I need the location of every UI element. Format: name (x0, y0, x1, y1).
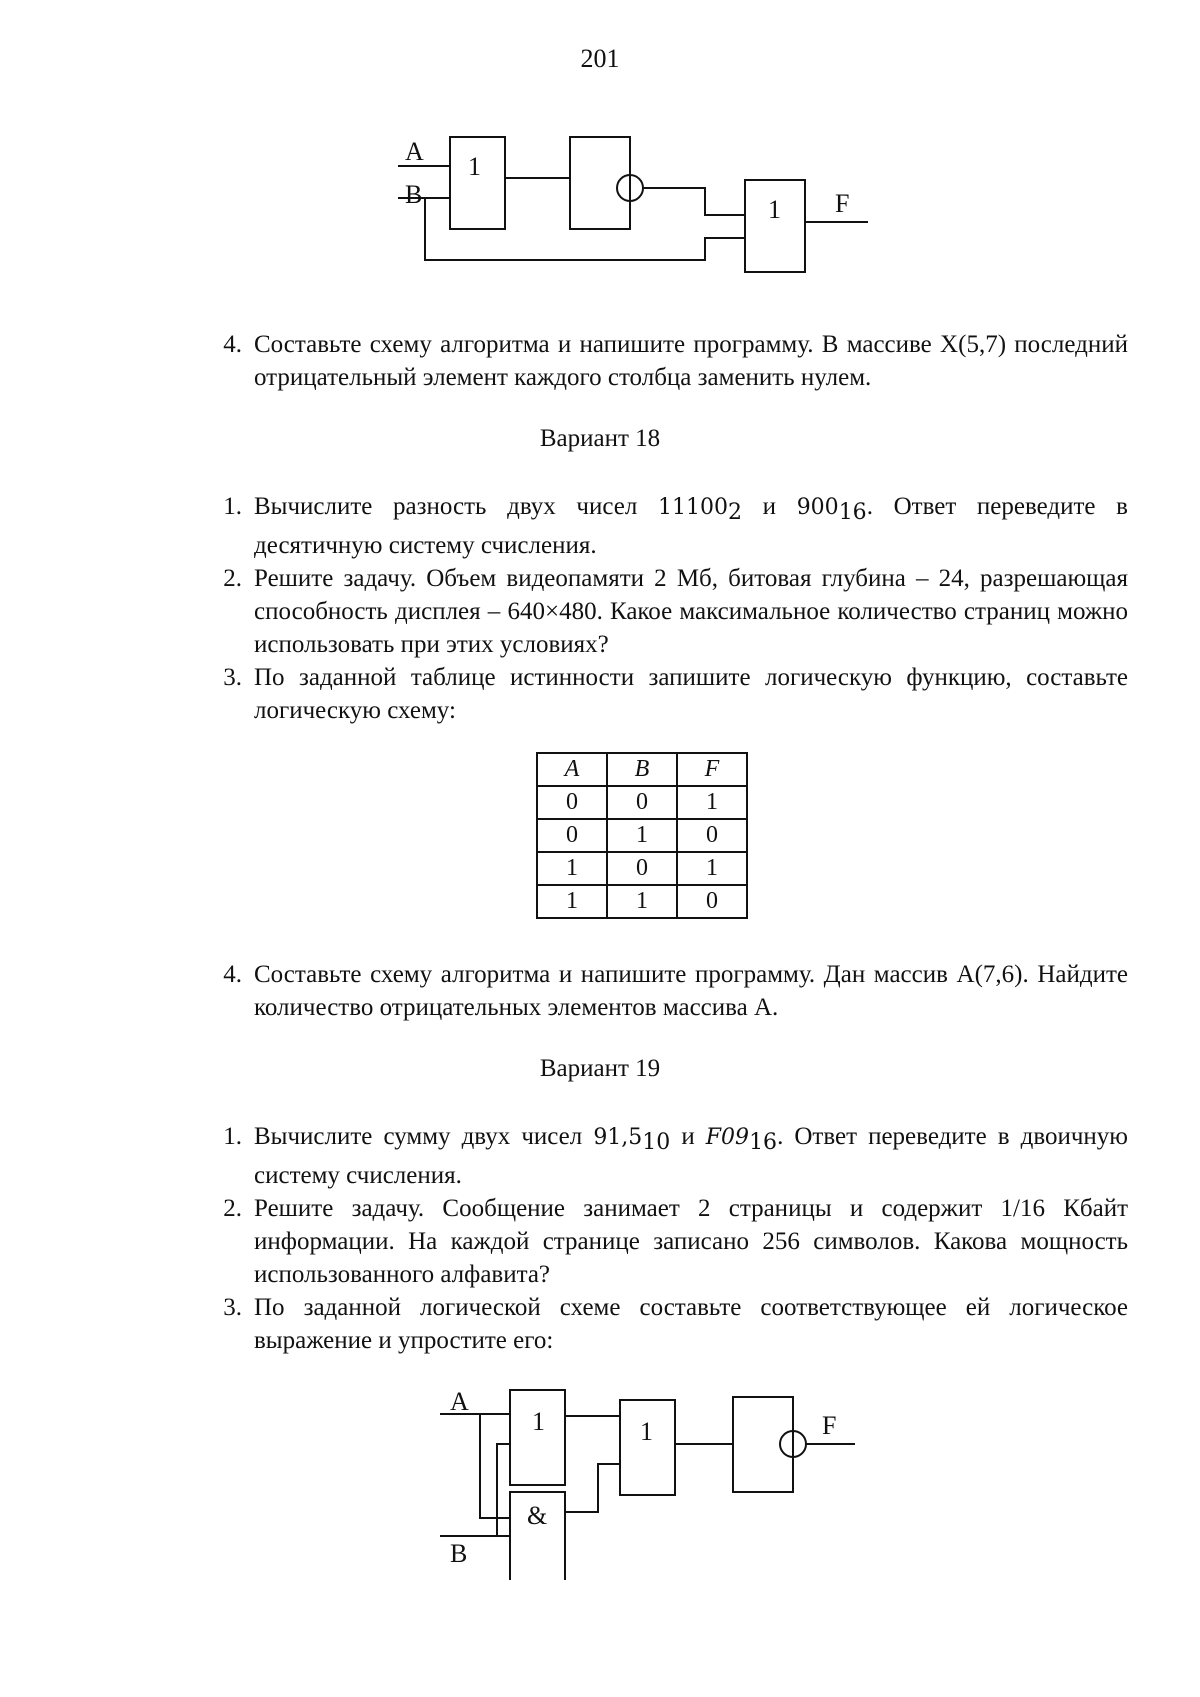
task-number: 1. (223, 493, 242, 520)
number-1: 11100 (658, 495, 728, 520)
input-b-label: B (450, 1539, 468, 1568)
or-gate-2-label: 1 (640, 1417, 653, 1446)
page-number: 201 (580, 44, 620, 73)
task-text: Вычислите разность двух чисел 111002 и 90016. Ответ переведите в десятичную систему счисления. (254, 493, 1128, 559)
variant-19-task-1 (200, 1120, 1128, 1192)
or-gate-1-label: 1 (532, 1407, 545, 1436)
task-text: Решите задачу. Объем видеопамяти 2 Мб, битовая глубина – 24, разрешающая способность дисплея – 640×480. Какое максимальное количество страниц можно использовать при этих условиях? (254, 565, 1128, 658)
table-row (537, 819, 747, 852)
task-number: 2. (223, 565, 242, 592)
logic-diagram-bottom (0, 1360, 1200, 1580)
table-cell: 1 (537, 852, 607, 885)
variant-18-task-4-block (200, 958, 1128, 1024)
not-gate (733, 1397, 793, 1492)
task-number: 1. (223, 1123, 242, 1150)
logic-diagram-top (0, 0, 1200, 300)
input-b-label: B (405, 180, 423, 209)
input-a-label: A (450, 1387, 469, 1416)
table-cell: 0 (607, 852, 677, 885)
column-header: A (537, 753, 607, 786)
variant-18-task-1 (200, 490, 1128, 562)
variant-18-task-3 (200, 661, 1128, 727)
variant-19-tasks (200, 1120, 1128, 1357)
or-gate-2 (745, 180, 805, 272)
variant-18-task-4 (200, 958, 1128, 1024)
task-text: Составьте схему алгоритма и напишите программу. Дан массив A(7,6). Найдите количество отрицательных элементов массива A. (254, 961, 1128, 1021)
number-2: F09 (705, 1125, 750, 1150)
task-text: По заданной логической схеме составьте соответствующее ей логическое выражение и упростите его: (254, 1294, 1128, 1354)
variant-17-tasks (200, 328, 1128, 394)
task-number: 3. (223, 1294, 242, 1321)
variant-19-task-2 (200, 1192, 1128, 1291)
base-2: 16 (749, 1130, 778, 1155)
or-gate-2-label: 1 (768, 195, 781, 224)
table-cell: 0 (607, 786, 677, 819)
table-row (537, 852, 747, 885)
truth-table (536, 752, 748, 919)
table-cell: 0 (537, 786, 607, 819)
and-gate-label: & (527, 1501, 548, 1530)
base-2: 16 (838, 500, 867, 525)
table-cell: 0 (677, 819, 747, 852)
variant-17-task-4 (200, 328, 1128, 394)
variant-19-task-3 (200, 1291, 1128, 1357)
not-gate (570, 137, 630, 229)
or-gate-1 (510, 1390, 565, 1485)
or-gate-2 (620, 1400, 675, 1495)
table-cell: 1 (677, 852, 747, 885)
variant-18-task-2 (200, 562, 1128, 661)
output-f-label: F (822, 1411, 837, 1440)
task-text: Составьте схему алгоритма и напишите программу. В массиве X(5,7) последний отрицательный элемент каждого столбца заменить нулем. (254, 331, 1128, 391)
table-cell: 1 (607, 819, 677, 852)
column-header: F (677, 753, 747, 786)
output-f-label: F (835, 189, 850, 218)
task-text: Вычислите сумму двух чисел 91,510 и F0916. Ответ переведите в двоичную систему счисления. (254, 1123, 1128, 1189)
or-gate-1 (450, 137, 505, 229)
task-text: Решите задачу. Сообщение занимает 2 страницы и содержит 1/16 Кбайт информации. На каждой странице записано 256 символов. Какова мощность использованного алфавита? (254, 1195, 1128, 1288)
task-text: По заданной таблице истинности запишите логическую функцию, составьте логическую схему: (254, 664, 1128, 724)
base-1: 10 (642, 1130, 671, 1155)
table-cell: 0 (677, 885, 747, 918)
variant-18-heading: Вариант 18 (539, 425, 661, 452)
task-number: 2. (223, 1195, 242, 1222)
or-gate-1-label: 1 (468, 152, 481, 181)
input-a-label: A (405, 137, 424, 166)
table-row (537, 786, 747, 819)
number-1: 91,5 (593, 1125, 643, 1150)
table-cell: 1 (537, 885, 607, 918)
table-cell: 1 (677, 786, 747, 819)
table-cell: 1 (607, 885, 677, 918)
number-2: 900 (796, 495, 839, 520)
task-number: 4. (223, 961, 242, 988)
table-row (537, 885, 747, 918)
column-header: B (607, 753, 677, 786)
variant-19-heading: Вариант 19 (539, 1055, 661, 1082)
base-1: 2 (728, 500, 742, 525)
task-number: 4. (223, 331, 242, 358)
table-cell: 0 (537, 819, 607, 852)
variant-18-tasks (200, 490, 1128, 727)
table-header-row (537, 753, 747, 786)
task-number: 3. (223, 664, 242, 691)
